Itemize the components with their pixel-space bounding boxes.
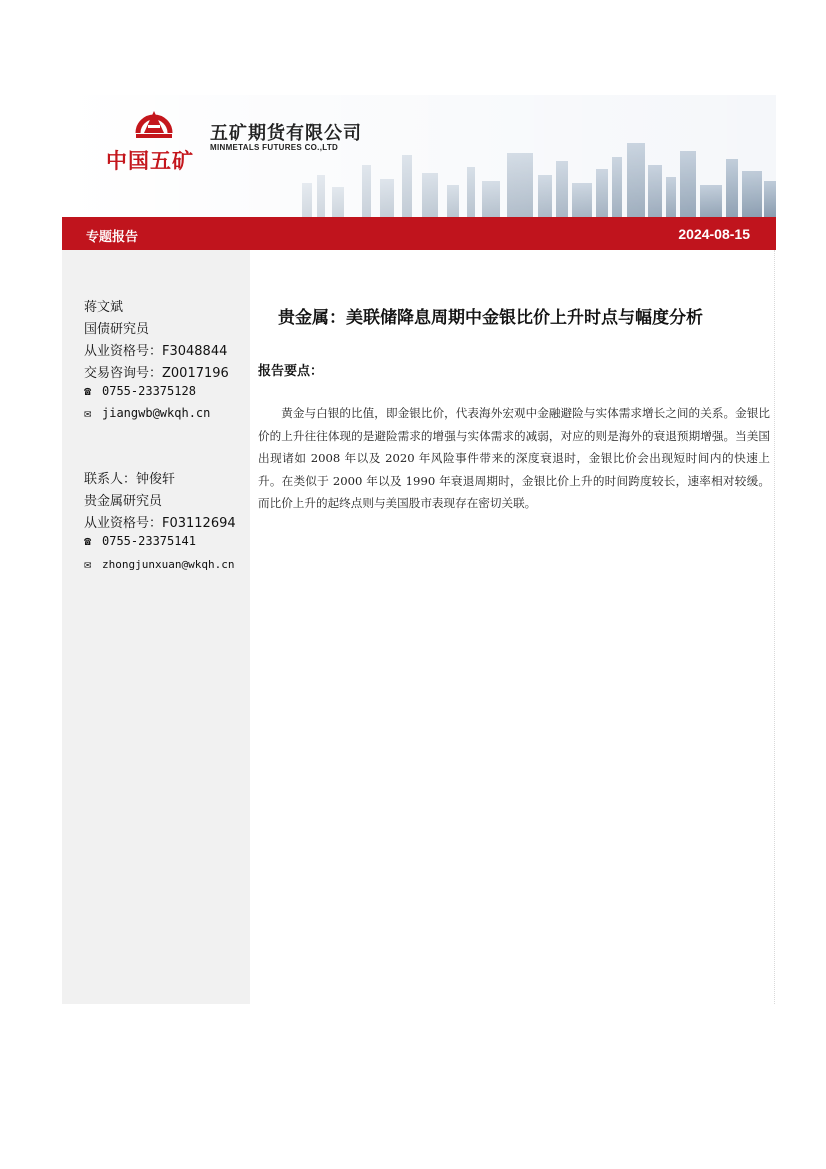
minmetals-emblem-icon: [134, 103, 174, 143]
summary-paragraph: 黄金与白银的比值，即金银比价，代表海外宏观中金融避险与实体需求增长之间的关系。金银比价的上升往往体现的是避险需求的增强与实体需求的减弱，对应的则是海外的衰退预期增强。当美国出现诸如 2008 年以及 2020 年风险事件带来的深度衰退时，金银比价会出现短时间内的快速上升。在类似于 2000 年以及 1990 年衰退周期时，金银比价上升的时间跨度较长，速率相对较缓。而比价上升的起终点则与美国股市表现存在密切关联。: [258, 406, 770, 510]
report-header: [62, 95, 776, 217]
phone-icon: ☎: [84, 534, 92, 548]
report-date: 2024-08-15: [678, 226, 750, 242]
phone-number: 0755-23375128: [102, 384, 196, 398]
phone-number: 0755-23375141: [102, 534, 196, 548]
analyst-phone: [84, 384, 196, 398]
analyst-consult-number: 交易咨询号：Z0017196: [84, 366, 229, 381]
email-address[interactable]: zhongjunxuan@wkqh.cn: [102, 558, 235, 571]
contact-email: [84, 557, 234, 571]
analyst-sidebar: [62, 250, 250, 1004]
analyst-qualification: 从业资格号：F3048844: [84, 344, 228, 359]
report-title: 贵金属：美联储降息周期中金银比价上升时点与幅度分析: [278, 308, 703, 328]
email-icon: ✉: [84, 406, 92, 420]
report-type: 专题报告: [86, 230, 139, 245]
contact-role: 贵金属研究员: [84, 494, 163, 509]
section-heading: 报告要点：: [258, 364, 324, 379]
company-name: 五矿期货有限公司: [210, 123, 362, 144]
email-address[interactable]: jiangwb@wkqh.cn: [102, 406, 211, 420]
analyst-email: [84, 406, 210, 420]
page-border: [774, 250, 775, 1004]
analyst-role: 国债研究员: [84, 322, 150, 337]
analyst-name: 蒋文斌: [84, 300, 124, 315]
phone-icon: ☎: [84, 384, 92, 398]
company-name-english: MINMETALS FUTURES CO.,LTD: [210, 143, 339, 152]
contact-phone: [84, 534, 196, 548]
contact-name: 联系人：钟俊轩: [84, 472, 176, 487]
brand-name: 中国五矿: [106, 149, 194, 173]
email-icon: ✉: [84, 557, 92, 571]
report-banner: [62, 217, 776, 250]
contact-qualification: 从业资格号：F03112694: [84, 516, 236, 531]
